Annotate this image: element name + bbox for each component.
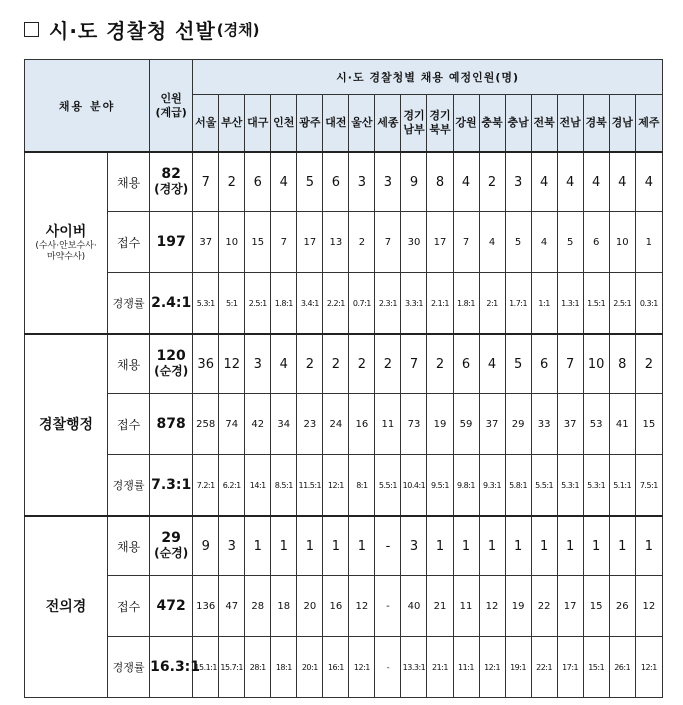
header-city-line1: 인천 [273, 116, 295, 129]
value-cell: 5 [557, 212, 583, 273]
header-city [479, 95, 505, 153]
value-cell: 4 [531, 152, 557, 212]
header-city [375, 95, 401, 153]
value-cell: 1 [609, 516, 635, 576]
row-label: 경쟁률 [108, 273, 150, 335]
value-cell: 5.8:1 [505, 455, 531, 517]
value-cell: 53 [583, 394, 609, 455]
value-cell: 6 [453, 334, 479, 394]
value-cell: 2 [427, 334, 453, 394]
value-cell: 73 [401, 394, 427, 455]
value-cell: 2.3:1 [375, 273, 401, 335]
value-cell: 1 [427, 516, 453, 576]
header-count-line1: 인원 [160, 91, 182, 105]
value-cell: 2.1:1 [427, 273, 453, 335]
value-cell: 1.8:1 [453, 273, 479, 335]
value-cell: 2:1 [479, 273, 505, 335]
value-cell: 26 [609, 576, 635, 637]
value-cell: 4 [479, 334, 505, 394]
value-cell: 12 [635, 576, 662, 637]
value-cell: 258 [193, 394, 219, 455]
value-cell: 7 [453, 212, 479, 273]
value-cell: 6 [245, 152, 271, 212]
value-cell: 7.2:1 [193, 455, 219, 517]
header-city-line1: 경남 [611, 116, 633, 129]
total-count-cell [150, 516, 193, 576]
table-row [25, 516, 663, 576]
table-row [25, 152, 663, 212]
value-cell: 16 [323, 576, 349, 637]
header-city-line1: 경기 [403, 109, 425, 122]
table-row [25, 576, 663, 637]
row-label: 채용 [108, 334, 150, 394]
value-cell: 10 [583, 334, 609, 394]
value-cell: 1.8:1 [271, 273, 297, 335]
total-count: 7.3:1 [151, 476, 192, 493]
value-cell: 28 [245, 576, 271, 637]
value-cell: 22 [531, 576, 557, 637]
value-cell: 10.4:1 [401, 455, 427, 517]
value-cell: 28:1 [245, 637, 271, 698]
value-cell: 5.5:1 [531, 455, 557, 517]
value-cell: 19:1 [505, 637, 531, 698]
value-cell: 5.3:1 [557, 455, 583, 517]
header-city-line1: 대구 [247, 116, 269, 129]
value-cell: 12 [219, 334, 245, 394]
title-suffix: (경채) [216, 20, 260, 39]
value-cell: 5 [505, 212, 531, 273]
value-cell: 12:1 [349, 637, 375, 698]
value-cell: 2.5:1 [245, 273, 271, 335]
value-cell: 1 [297, 516, 323, 576]
category-cell [25, 516, 108, 698]
value-cell: 1 [557, 516, 583, 576]
page-title [24, 14, 259, 44]
header-city-line1: 부산 [221, 116, 243, 129]
value-cell: 1 [479, 516, 505, 576]
rank-label: (경장) [154, 182, 189, 196]
value-cell: 34 [271, 394, 297, 455]
header-city-line1: 제주 [638, 116, 660, 129]
total-count-cell [150, 576, 193, 637]
value-cell: 3 [505, 152, 531, 212]
value-cell: 13 [323, 212, 349, 273]
value-cell: 8:1 [349, 455, 375, 517]
total-count-cell [150, 394, 193, 455]
value-cell: 11.5:1 [297, 455, 323, 517]
value-cell: 4 [635, 152, 662, 212]
value-cell: 47 [219, 576, 245, 637]
header-city [453, 95, 479, 153]
value-cell: 3 [375, 152, 401, 212]
header-city-line1: 울산 [351, 116, 373, 129]
value-cell: 7 [271, 212, 297, 273]
total-count-cell [150, 334, 193, 394]
value-cell: - [375, 576, 401, 637]
row-label: 채용 [108, 152, 150, 212]
header-city [635, 95, 662, 153]
value-cell: 20:1 [297, 637, 323, 698]
value-cell: 23 [297, 394, 323, 455]
total-count-cell [150, 273, 193, 335]
value-cell: 1.3:1 [557, 273, 583, 335]
table-row [25, 334, 663, 394]
value-cell: 26:1 [609, 637, 635, 698]
header-city-line1: 경기 [429, 109, 451, 122]
header-city [297, 95, 323, 153]
value-cell: 1 [453, 516, 479, 576]
value-cell: 2 [479, 152, 505, 212]
total-count: 16.3:1 [150, 658, 201, 675]
value-cell: 1 [349, 516, 375, 576]
value-cell: 7 [193, 152, 219, 212]
value-cell: 18 [271, 576, 297, 637]
header-city [427, 95, 453, 153]
total-count-cell [150, 637, 201, 698]
value-cell: 8.5:1 [271, 455, 297, 517]
header-count [150, 60, 193, 153]
row-label: 접수 [108, 212, 150, 273]
header-city [219, 95, 245, 153]
table-row [25, 273, 663, 335]
checkbox-square-icon [24, 22, 39, 37]
header-city [271, 95, 297, 153]
table-row [25, 455, 663, 517]
value-cell: 1 [505, 516, 531, 576]
header-group: 시·도 경찰청별 채용 예정인원(명) [193, 60, 663, 95]
value-cell: 12:1 [635, 637, 662, 698]
category-subtitle: 마약수사) [46, 251, 86, 262]
value-cell: 42 [245, 394, 271, 455]
row-label: 접수 [108, 576, 150, 637]
title-main: 시·도 경찰청 선발 [49, 18, 216, 43]
value-cell: 0.7:1 [349, 273, 375, 335]
header-city-line1: 경북 [585, 116, 607, 129]
header-city [401, 95, 427, 153]
table-row [25, 394, 663, 455]
value-cell: 37 [193, 212, 219, 273]
value-cell: 12:1 [323, 455, 349, 517]
value-cell: 15 [583, 576, 609, 637]
value-cell: 4 [453, 152, 479, 212]
value-cell: 29 [505, 394, 531, 455]
value-cell: 9.3:1 [479, 455, 505, 517]
value-cell: 22:1 [531, 637, 557, 698]
header-city-line1: 충남 [507, 116, 529, 129]
value-cell: 12 [349, 576, 375, 637]
value-cell: 10 [609, 212, 635, 273]
total-count: 2.4:1 [151, 294, 192, 311]
header-city-line1: 서울 [195, 116, 217, 129]
value-cell: 30 [401, 212, 427, 273]
header-city [245, 95, 271, 153]
header-city-line2: 남부 [403, 123, 425, 136]
value-cell: 0.3:1 [635, 273, 662, 335]
value-cell: 21 [427, 576, 453, 637]
value-cell: 17 [297, 212, 323, 273]
value-cell: 14:1 [245, 455, 271, 517]
value-cell: 9.5:1 [427, 455, 453, 517]
header-city-line1: 충북 [481, 116, 503, 129]
value-cell: 8 [427, 152, 453, 212]
table-row [25, 637, 663, 698]
total-count: 29 [161, 530, 181, 546]
value-cell: 12:1 [479, 637, 505, 698]
value-cell: 11 [453, 576, 479, 637]
header-count-line2: (계급) [155, 105, 187, 119]
value-cell: 59 [453, 394, 479, 455]
header-city-line1: 대전 [325, 116, 347, 129]
value-cell: 5.3:1 [583, 455, 609, 517]
value-cell: 1.5:1 [583, 273, 609, 335]
header-city-line1: 광주 [299, 116, 321, 129]
value-cell: 7.5:1 [635, 455, 662, 517]
value-cell: 9 [401, 152, 427, 212]
value-cell: 16 [349, 394, 375, 455]
value-cell: 1 [245, 516, 271, 576]
value-cell: 3.3:1 [401, 273, 427, 335]
value-cell: 1.7:1 [505, 273, 531, 335]
value-cell: 9.8:1 [453, 455, 479, 517]
value-cell: 4 [271, 334, 297, 394]
header-city-line1: 세종 [377, 116, 399, 129]
value-cell: 2.2:1 [323, 273, 349, 335]
value-cell: 4 [479, 212, 505, 273]
table-row [25, 212, 663, 273]
value-cell: 17 [557, 576, 583, 637]
category-subtitle: (수사·안보수사· [35, 240, 97, 251]
value-cell: 19 [427, 394, 453, 455]
value-cell: 3.4:1 [297, 273, 323, 335]
value-cell: 15.7:1 [219, 637, 245, 698]
value-cell: 1 [531, 516, 557, 576]
value-cell: 2 [323, 334, 349, 394]
category-name: 전의경 [45, 598, 87, 615]
value-cell: 41 [609, 394, 635, 455]
value-cell: 1 [271, 516, 297, 576]
value-cell: 3 [349, 152, 375, 212]
value-cell: 3 [245, 334, 271, 394]
value-cell: 18:1 [271, 637, 297, 698]
value-cell: 2 [375, 334, 401, 394]
row-label: 경쟁률 [108, 455, 150, 517]
value-cell: 6.2:1 [219, 455, 245, 517]
value-cell: 3 [401, 516, 427, 576]
value-cell: 136 [193, 576, 219, 637]
value-cell: 2 [349, 334, 375, 394]
value-cell: 15 [245, 212, 271, 273]
value-cell: 16:1 [323, 637, 349, 698]
value-cell: 6 [531, 334, 557, 394]
row-label: 접수 [108, 394, 150, 455]
value-cell: 2 [349, 212, 375, 273]
value-cell: 2 [297, 334, 323, 394]
value-cell: 2 [635, 334, 662, 394]
value-cell: 17 [427, 212, 453, 273]
value-cell: 4 [609, 152, 635, 212]
header-city [505, 95, 531, 153]
row-label: 채용 [108, 516, 150, 576]
value-cell: 33 [531, 394, 557, 455]
header-city [349, 95, 375, 153]
rank-label: (순경) [154, 546, 189, 560]
recruitment-table [24, 59, 663, 698]
value-cell: 1 [635, 516, 662, 576]
value-cell: 74 [219, 394, 245, 455]
value-cell: 37 [479, 394, 505, 455]
header-city [531, 95, 557, 153]
value-cell: 17:1 [557, 637, 583, 698]
value-cell: 5 [505, 334, 531, 394]
header-city [323, 95, 349, 153]
value-cell: 7 [401, 334, 427, 394]
value-cell: 37 [557, 394, 583, 455]
value-cell: 1 [583, 516, 609, 576]
rank-label: (순경) [154, 364, 189, 378]
value-cell: 5.5:1 [375, 455, 401, 517]
total-count: 82 [161, 166, 181, 182]
value-cell: 1:1 [531, 273, 557, 335]
category-cell [25, 334, 108, 516]
category-cell [25, 152, 108, 334]
value-cell: 2 [219, 152, 245, 212]
total-count-cell [150, 455, 193, 517]
category-name: 경찰행정 [38, 416, 94, 433]
value-cell: 15.1:1 [193, 637, 219, 698]
value-cell: 40 [401, 576, 427, 637]
header-city [583, 95, 609, 153]
value-cell: 9 [193, 516, 219, 576]
value-cell: 8 [609, 334, 635, 394]
value-cell: 1 [635, 212, 662, 273]
header-city [193, 95, 219, 153]
value-cell: 19 [505, 576, 531, 637]
header-city-line1: 전남 [559, 116, 581, 129]
value-cell: 11:1 [453, 637, 479, 698]
value-cell: 5 [297, 152, 323, 212]
value-cell: 6 [583, 212, 609, 273]
value-cell: 1 [323, 516, 349, 576]
value-cell: 4 [557, 152, 583, 212]
value-cell: 4 [271, 152, 297, 212]
category-name: 사이버 [45, 223, 87, 240]
header-city [609, 95, 635, 153]
value-cell: 15:1 [583, 637, 609, 698]
value-cell: 15 [635, 394, 662, 455]
row-label: 경쟁률 [108, 637, 150, 698]
value-cell: 4 [583, 152, 609, 212]
value-cell: - [375, 637, 401, 698]
value-cell: 7 [375, 212, 401, 273]
value-cell: 21:1 [427, 637, 453, 698]
value-cell: 36 [193, 334, 219, 394]
value-cell: 13.3:1 [401, 637, 427, 698]
total-count-cell [150, 212, 193, 273]
value-cell: 4 [531, 212, 557, 273]
total-count: 120 [156, 348, 186, 364]
value-cell: 5:1 [219, 273, 245, 335]
total-count: 472 [156, 597, 186, 614]
value-cell: 2.5:1 [609, 273, 635, 335]
value-cell: 5.1:1 [609, 455, 635, 517]
value-cell: 24 [323, 394, 349, 455]
value-cell: 20 [297, 576, 323, 637]
header-city-line2: 북부 [429, 123, 451, 136]
header-category: 채용 분야 [25, 60, 150, 153]
value-cell: 3 [219, 516, 245, 576]
value-cell: 7 [557, 334, 583, 394]
header-city-line1: 강원 [455, 116, 477, 129]
value-cell: 5.3:1 [193, 273, 219, 335]
value-cell: 11 [375, 394, 401, 455]
value-cell: 6 [323, 152, 349, 212]
value-cell: 12 [479, 576, 505, 637]
total-count: 878 [156, 415, 186, 432]
total-count: 197 [156, 233, 186, 250]
value-cell: 10 [219, 212, 245, 273]
value-cell: - [375, 516, 401, 576]
header-city [557, 95, 583, 153]
header-city-line1: 전북 [533, 116, 555, 129]
total-count-cell [150, 152, 193, 212]
